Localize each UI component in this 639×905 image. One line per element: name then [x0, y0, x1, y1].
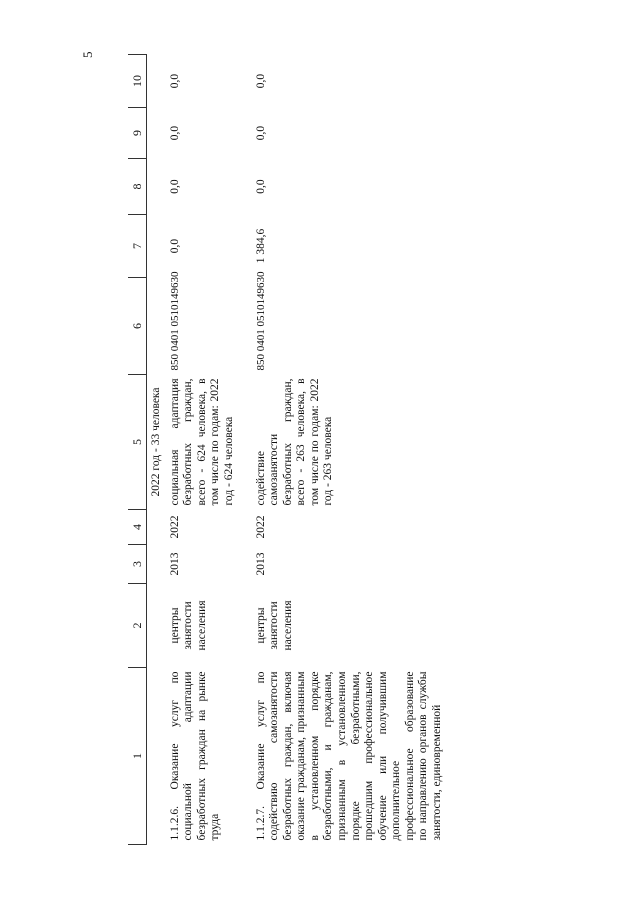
rotated-table-sheet: [128, 55, 639, 845]
header-col-9: 9: [128, 108, 147, 159]
header-col-7: 7: [128, 215, 147, 278]
amount-col-10: 0,0: [254, 73, 267, 89]
budget-code: 850 0401 0510149630: [168, 271, 181, 371]
amount-col-7: 0,0: [168, 238, 181, 254]
header-col-4: 4: [128, 510, 147, 545]
header-col-10: 10: [128, 55, 147, 108]
start-year: 2013: [168, 552, 181, 576]
column-number-header-row: [128, 55, 147, 845]
table-row: [252, 55, 447, 845]
activity-name: 1.1.2.6. Оказание услуг по социальной адаптации безработных граждан на рынке труда: [168, 671, 222, 841]
continuation-row: [147, 55, 166, 845]
amount-col-8: 0,0: [168, 179, 181, 194]
end-year: 2022: [168, 515, 181, 539]
amount-col-9: 0,0: [168, 125, 181, 141]
activity-name: 1.1.2.7. Оказание услуг по содействию самозанятости безработных граждан, включая оказание гражданам, признанным в установленном порядке безработными, и гражданам, признанным в установленном порядке безработными, прошедшим профессиональное обучение или получившим дополнительное профессиональное образование по направлению органов службы занятости, единовременной: [254, 671, 443, 841]
page-number: 5: [80, 51, 95, 58]
amount-col-7: 1 384,6: [254, 228, 267, 264]
expected-result: содействие самозанятости безработных граждан, всего - 263 человека, в том числе по годам: 2022 год - 263 человека: [254, 378, 335, 506]
budget-code: 850 0401 0510149630: [254, 271, 267, 371]
program-activities-table: [128, 54, 446, 845]
executor: центры занятости населения: [168, 600, 208, 651]
header-col-3: 3: [128, 545, 147, 584]
header-col-6: 6: [128, 278, 147, 375]
end-year: 2022: [254, 515, 267, 539]
amount-col-8: 0,0: [254, 179, 267, 194]
table-row: [166, 55, 252, 845]
header-col-1: 1: [128, 668, 147, 845]
header-col-5: 5: [128, 375, 147, 510]
start-year: 2013: [254, 552, 267, 576]
executor: центры занятости населения: [254, 600, 294, 651]
header-col-2: 2: [128, 584, 147, 668]
amount-col-10: 0,0: [168, 73, 181, 89]
amount-col-9: 0,0: [254, 125, 267, 141]
expected-result: социальная адаптация безработных граждан, всего - 624 человека, в том числе по годам: 2022 год - 624 человека: [168, 378, 235, 506]
header-col-8: 8: [128, 159, 147, 215]
continuation-text: 2022 год - 33 человека: [150, 387, 162, 497]
